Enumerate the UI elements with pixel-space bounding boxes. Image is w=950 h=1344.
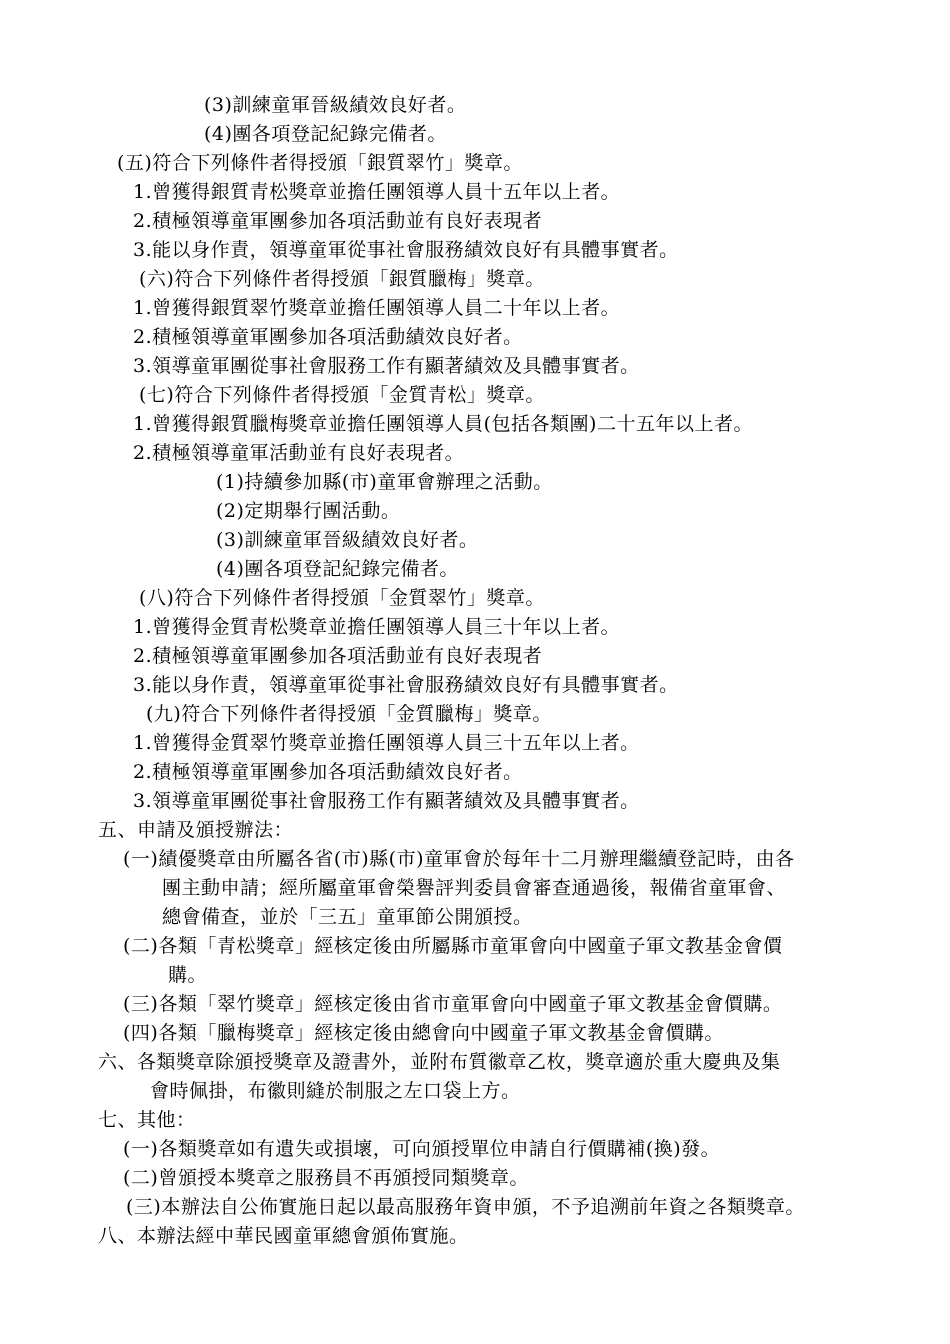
text-line: 3.能以身作責，領導童軍從事社會服務績效良好有具體事實者。 — [133, 674, 679, 696]
chapter-heading: 八、本辦法經中華民國童軍總會頒佈實施。 — [98, 1225, 469, 1247]
text-line: 1.曾獲得金質青松獎章並擔任團領導人員三十年以上者。 — [133, 616, 621, 638]
text-line: 2.積極領導童軍團參加各項活動並有良好表現者 — [133, 645, 543, 667]
text-line: 3.領導童軍團從事社會服務工作有顯著績效及具體事實者。 — [133, 355, 640, 377]
text-line: (2)定期舉行團活動。 — [216, 500, 401, 522]
section-heading: (七)符合下列條件者得授頒「金質青松」獎章。 — [139, 384, 545, 406]
section-heading: (九)符合下列條件者得授頒「金質臘梅」獎章。 — [146, 703, 552, 725]
text-line: (1)持續參加縣(市)童軍會辦理之活動。 — [216, 471, 553, 493]
text-line: (三)本辦法自公佈實施日起以最高服務年資申頒，不予追溯前年資之各類獎章。 — [126, 1196, 805, 1218]
section-heading: (五)符合下列條件者得授頒「銀質翠竹」獎章。 — [117, 152, 523, 174]
section-heading: (八)符合下列條件者得授頒「金質翠竹」獎章。 — [139, 587, 545, 609]
chapter-heading: 六、各類獎章除頒授獎章及證書外，並附布質徽章乙枚，獎章適於重大慶典及集 — [98, 1051, 781, 1073]
text-line: 2.積極領導童軍團參加各項活動績效良好者。 — [133, 326, 523, 348]
text-line: (4)團各項登記紀錄完備者。 — [216, 558, 459, 580]
text-line: 2.積極領導童軍團參加各項活動績效良好者。 — [133, 761, 523, 783]
text-line: 購。 — [168, 964, 208, 986]
text-line: (二)曾頒授本獎章之服務員不再頒授同類獎章。 — [123, 1167, 529, 1189]
text-line: 1.曾獲得銀質臘梅獎章並擔任團領導人員(包括各類團)二十五年以上者。 — [133, 413, 753, 435]
text-line: 1.曾獲得銀質翠竹獎章並擔任團領導人員二十年以上者。 — [133, 297, 621, 319]
text-line: 3.領導童軍團從事社會服務工作有顯著績效及具體事實者。 — [133, 790, 640, 812]
text-line: 總會備查，並於「三五」童軍節公開頒授。 — [162, 906, 533, 928]
text-line: (一)各類獎章如有遺失或損壞，可向頒授單位申請自行價購補(換)發。 — [123, 1138, 721, 1160]
text-line: (3)訓練童軍晉級績效良好者。 — [216, 529, 479, 551]
text-line: 2.積極領導童軍團參加各項活動並有良好表現者 — [133, 210, 543, 232]
chapter-heading: 七、其他： — [98, 1109, 196, 1131]
text-line: 1.曾獲得金質翠竹獎章並擔任團領導人員三十五年以上者。 — [133, 732, 640, 754]
text-line: 3.能以身作責，領導童軍從事社會服務績效良好有具體事實者。 — [133, 239, 679, 261]
text-line: 會時佩掛，布徽則縫於制服之左口袋上方。 — [150, 1080, 521, 1102]
chapter-heading: 五、申請及頒授辦法： — [98, 819, 294, 841]
text-line: (四)各類「臘梅獎章」經核定後由總會向中國童子軍文教基金會價購。 — [123, 1022, 724, 1044]
section-heading: (六)符合下列條件者得授頒「銀質臘梅」獎章。 — [139, 268, 545, 290]
text-line: (三)各類「翠竹獎章」經核定後由省市童軍會向中國童子軍文教基金會價購。 — [123, 993, 783, 1015]
text-line: 2.積極領導童軍活動並有良好表現者。 — [133, 442, 465, 464]
text-line: (一)績優獎章由所屬各省(市)縣(市)童軍會於每年十二月辦理繼續登記時，由各 — [123, 848, 795, 870]
text-line: (4)團各項登記紀錄完備者。 — [204, 123, 447, 145]
text-line: 1.曾獲得銀質青松獎章並擔任團領導人員十五年以上者。 — [133, 181, 621, 203]
text-line: (二)各類「青松獎章」經核定後由所屬縣市童軍會向中國童子軍文教基金會價 — [123, 935, 783, 957]
text-line: 團主動申請；經所屬童軍會榮譽評判委員會審查通過後，報備省童軍會、 — [162, 877, 787, 899]
text-line: (3)訓練童軍晉級績效良好者。 — [204, 94, 467, 116]
